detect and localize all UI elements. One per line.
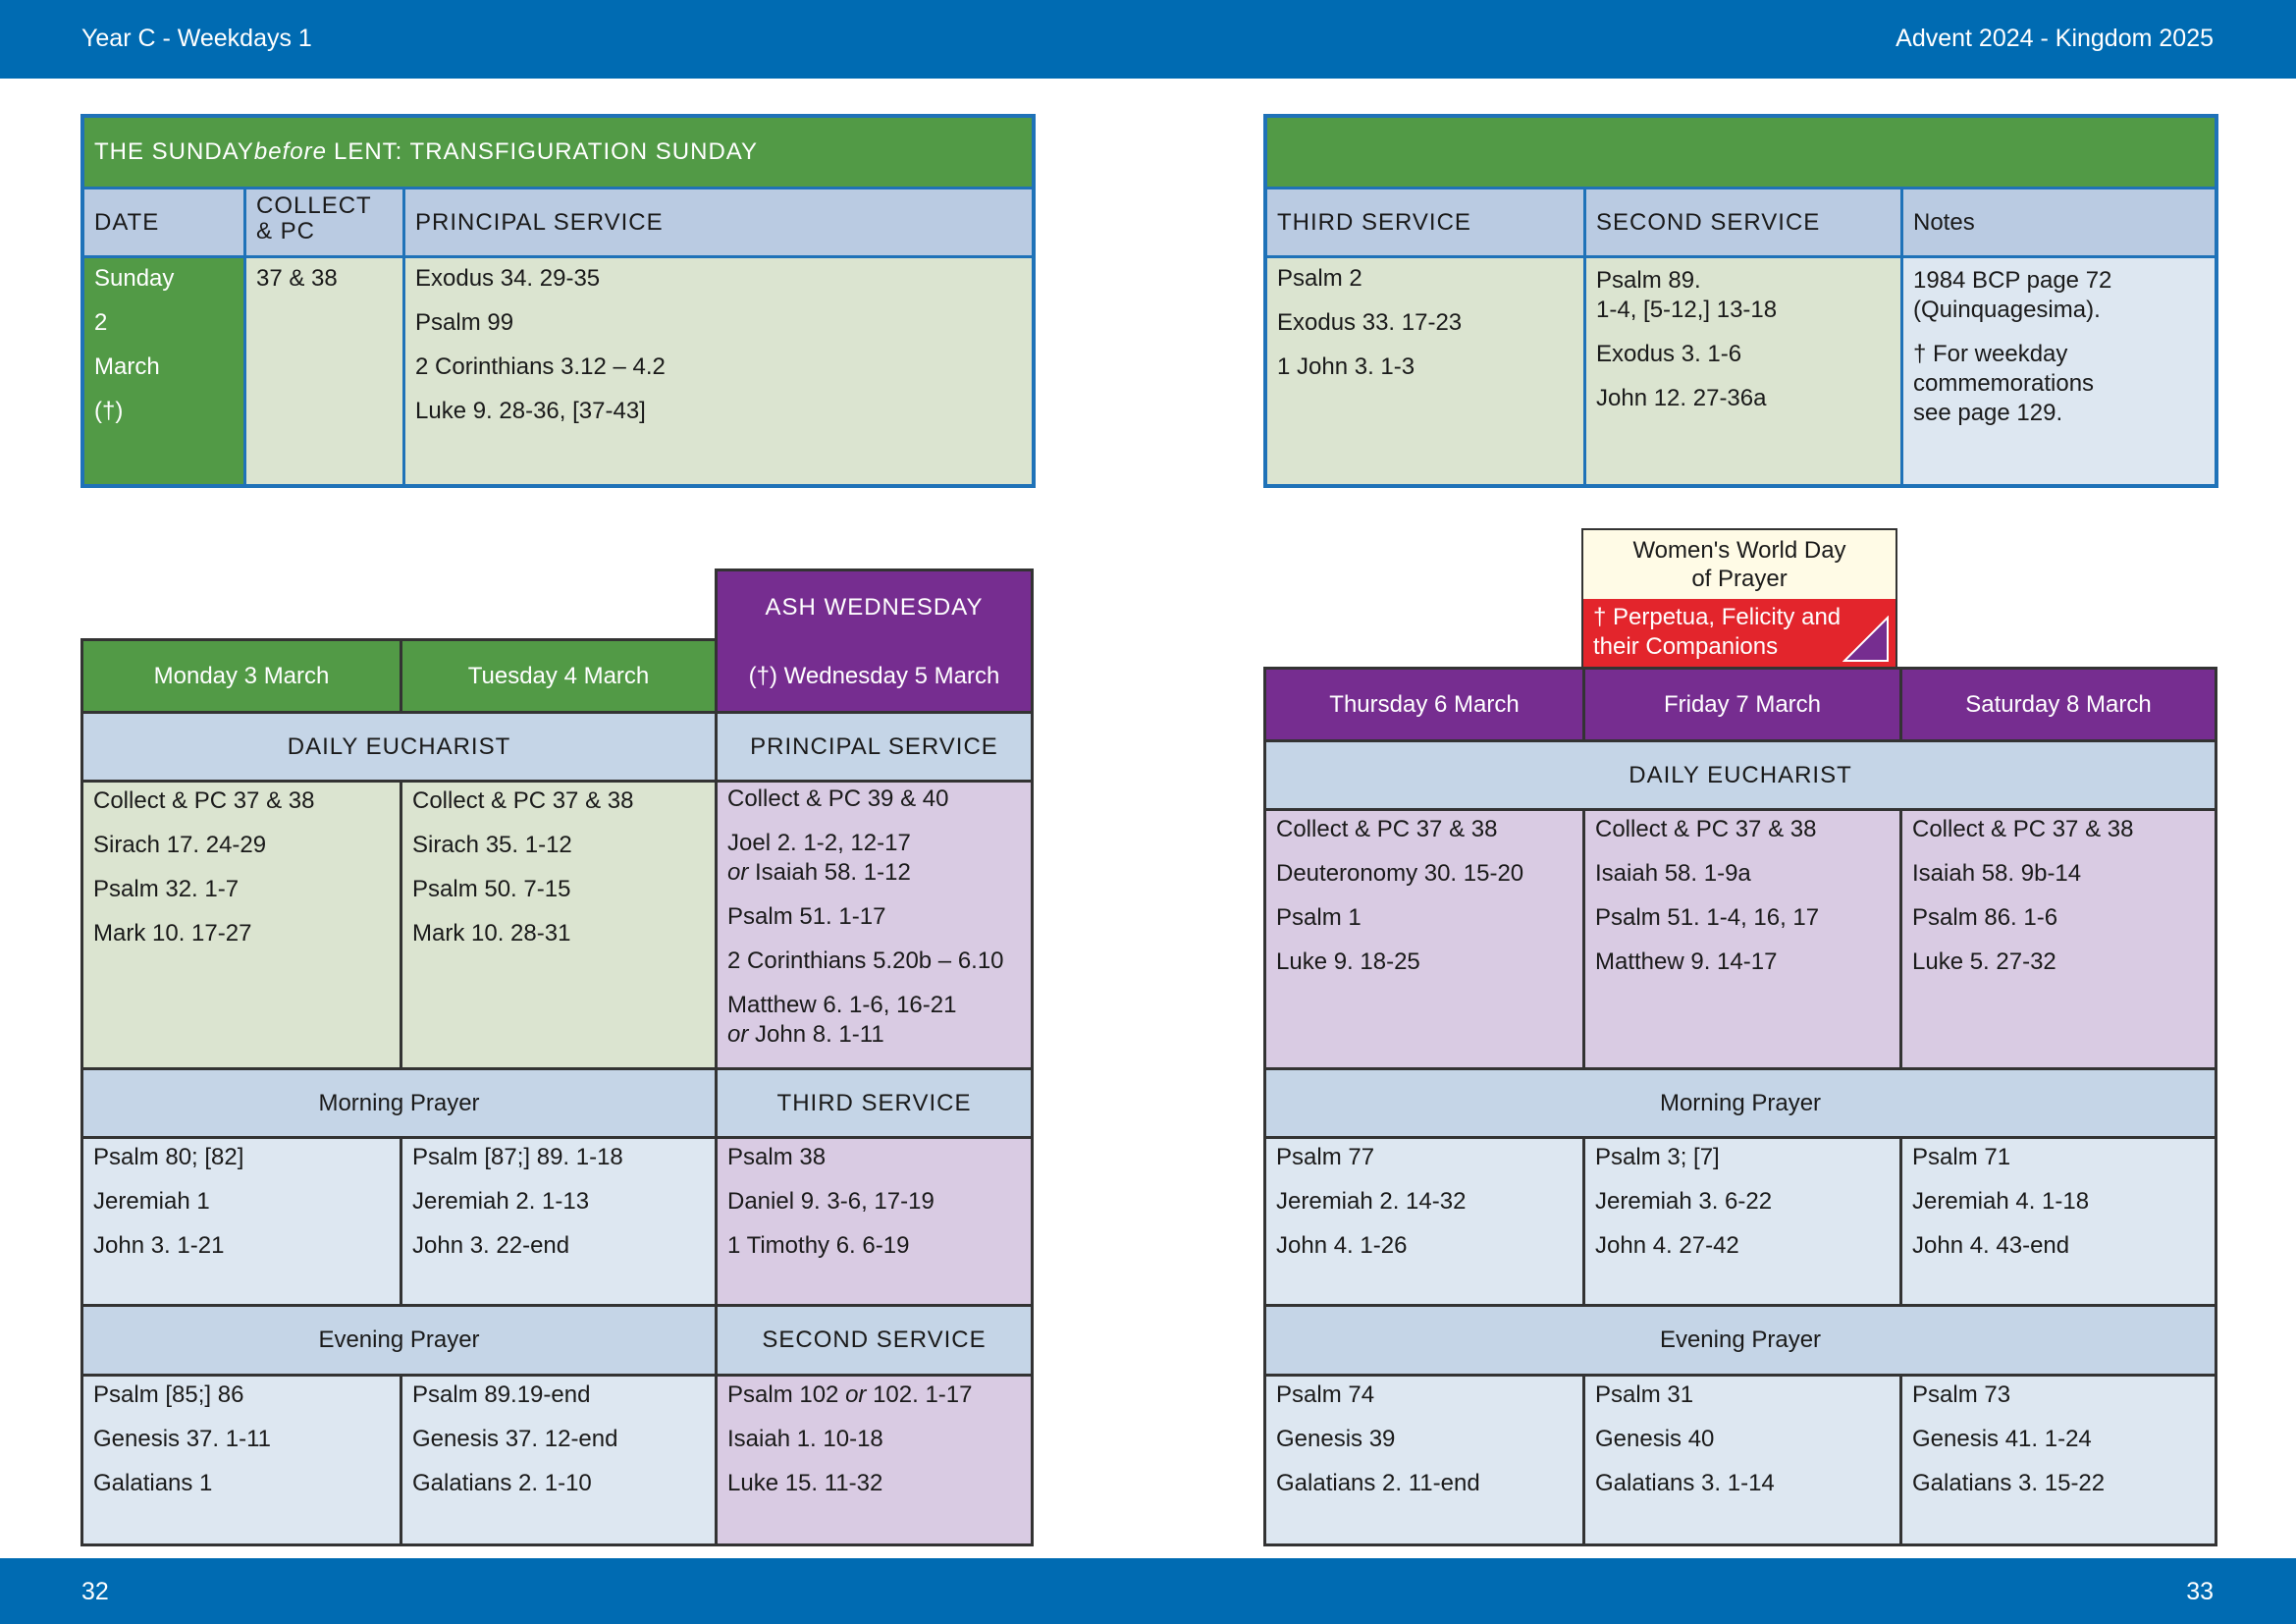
page-number-left: 32 bbox=[81, 1578, 109, 1605]
section-evening-prayer-right: Evening Prayer bbox=[1266, 1307, 2215, 1374]
header-collect: COLLECT & PC bbox=[246, 189, 402, 255]
day-header-tuesday: Tuesday 4 March bbox=[402, 641, 715, 711]
section-third-service: THIRD SERVICE bbox=[718, 1070, 1031, 1136]
eucharist-tuesday: Collect & PC 37 & 38 Sirach 35. 1-12 Psalm 50. 7-15 Mark 10. 28-31 bbox=[402, 783, 715, 1067]
sunday-notes: 1984 BCP page 72 (Quinquagesima). † For weekday commemorations see page 129. bbox=[1903, 258, 2215, 484]
evening-friday: Psalm 31 Genesis 40 Galatians 3. 1-14 bbox=[1585, 1377, 1899, 1543]
evening-saturday: Psalm 73 Genesis 41. 1-24 Galatians 3. 15-22 bbox=[1902, 1377, 2215, 1543]
day-header-monday: Monday 3 March bbox=[83, 641, 400, 711]
evening-tuesday: Psalm 89.19-end Genesis 37. 12-end Galatians 2. 1-10 bbox=[402, 1377, 715, 1543]
perpetua-commemoration: † Perpetua, Felicity and their Companions bbox=[1581, 599, 1897, 669]
section-morning-prayer: Morning Prayer bbox=[83, 1070, 715, 1136]
morning-thursday: Psalm 77 Jeremiah 2. 14-32 John 4. 1-26 bbox=[1266, 1139, 1582, 1304]
third-service-wednesday: Psalm 38 Daniel 9. 3-6, 17-19 1 Timothy 6. 6-19 bbox=[718, 1139, 1031, 1304]
page-footer bbox=[0, 1558, 2296, 1624]
page-number-right: 33 bbox=[2186, 1578, 2214, 1605]
eucharist-saturday: Collect & PC 37 & 38 Isaiah 58. 9b-14 Psalm 86. 1-6 Luke 5. 27-32 bbox=[1902, 811, 2215, 1067]
eucharist-friday: Collect & PC 37 & 38 Isaiah 58. 1-9a Psalm 51. 1-4, 16, 17 Matthew 9. 14-17 bbox=[1585, 811, 1899, 1067]
section-morning-prayer-right: Morning Prayer bbox=[1266, 1070, 2215, 1136]
morning-saturday: Psalm 71 Jeremiah 4. 1-18 John 4. 43-end bbox=[1902, 1139, 2215, 1304]
ash-wednesday-label: ASH WEDNESDAY bbox=[765, 594, 984, 621]
womens-world-day-of-prayer: Women's World Day of Prayer bbox=[1581, 528, 1897, 599]
sunday-second-readings: Psalm 89. 1-4, [5-12,] 13-18 Exodus 3. 1-6 John 12. 27-36a bbox=[1586, 258, 1900, 484]
sunday-title-band bbox=[1267, 118, 2215, 187]
section-daily-eucharist-right: DAILY EUCHARIST bbox=[1266, 742, 2215, 808]
evening-monday: Psalm [85;] 86 Genesis 37. 1-11 Galatians 1 bbox=[83, 1377, 400, 1543]
sunday-title: THE SUNDAY before LENT: TRANSFIGURATION SUNDAY bbox=[84, 118, 1032, 187]
sunday-date: Sunday 2 March (†) bbox=[84, 258, 243, 484]
day-header-thursday: Thursday 6 March bbox=[1266, 670, 1582, 739]
section-second-service: SECOND SERVICE bbox=[718, 1307, 1031, 1374]
ash-wednesday-table bbox=[715, 568, 1034, 1546]
day-header-ash-wednesday bbox=[718, 571, 1031, 711]
header-right: Advent 2024 - Kingdom 2025 bbox=[1896, 25, 2214, 52]
morning-tuesday: Psalm [87;] 89. 1-18 Jeremiah 2. 1-13 John 3. 22-end bbox=[402, 1139, 715, 1304]
page-header bbox=[0, 0, 2296, 79]
eucharist-thursday: Collect & PC 37 & 38 Deuteronomy 30. 15-20 Psalm 1 Luke 9. 18-25 bbox=[1266, 811, 1582, 1067]
header-second: SECOND SERVICE bbox=[1586, 189, 1900, 255]
weekday-table-thu-sat bbox=[1263, 667, 2217, 1546]
section-principal-service: PRINCIPAL SERVICE bbox=[718, 714, 1031, 780]
section-evening-prayer: Evening Prayer bbox=[83, 1307, 715, 1374]
header-principal: PRINCIPAL SERVICE bbox=[405, 189, 1032, 255]
sunday-principal-readings: Exodus 34. 29-35 Psalm 99 2 Corinthians 3.12 – 4.2 Luke 9. 28-36, [37-43] bbox=[405, 258, 1032, 484]
day-header-saturday: Saturday 8 March bbox=[1902, 670, 2215, 739]
morning-friday: Psalm 3; [7] Jeremiah 3. 6-22 John 4. 27-42 bbox=[1585, 1139, 1899, 1304]
header-third: THIRD SERVICE bbox=[1267, 189, 1583, 255]
header-left: Year C - Weekdays 1 bbox=[81, 25, 312, 52]
principal-wednesday: Collect & PC 39 & 40 Joel 2. 1-2, 12-17 or Isaiah 58. 1-12 Psalm 51. 1-17 2 Corinthians 5.20b – 6.10 Matthew 6. 1-6, 16-21 or John 8. 1-11 bbox=[718, 783, 1031, 1067]
eucharist-monday: Collect & PC 37 & 38 Sirach 17. 24-29 Psalm 32. 1-7 Mark 10. 17-27 bbox=[83, 783, 400, 1067]
section-daily-eucharist: DAILY EUCHARIST bbox=[83, 714, 715, 780]
wednesday-date: (†) Wednesday 5 March bbox=[748, 663, 1000, 689]
sunday-table-left bbox=[80, 114, 1036, 488]
morning-monday: Psalm 80; [82] Jeremiah 1 John 3. 1-21 bbox=[83, 1139, 400, 1304]
header-notes: Notes bbox=[1903, 189, 2215, 255]
liturgical-color-triangle-icon bbox=[1842, 616, 1890, 663]
header-date: DATE bbox=[84, 189, 243, 255]
sunday-collect: 37 & 38 bbox=[246, 258, 402, 484]
evening-thursday: Psalm 74 Genesis 39 Galatians 2. 11-end bbox=[1266, 1377, 1582, 1543]
sunday-table-right bbox=[1263, 114, 2218, 488]
day-header-friday: Friday 7 March bbox=[1585, 670, 1899, 739]
second-service-wednesday: Psalm 102 or 102. 1-17 Isaiah 1. 10-18 Luke 15. 11-32 bbox=[718, 1377, 1031, 1543]
sunday-third-readings: Psalm 2 Exodus 33. 17-23 1 John 3. 1-3 bbox=[1267, 258, 1583, 484]
weekday-table-mon-tue bbox=[80, 638, 718, 1546]
